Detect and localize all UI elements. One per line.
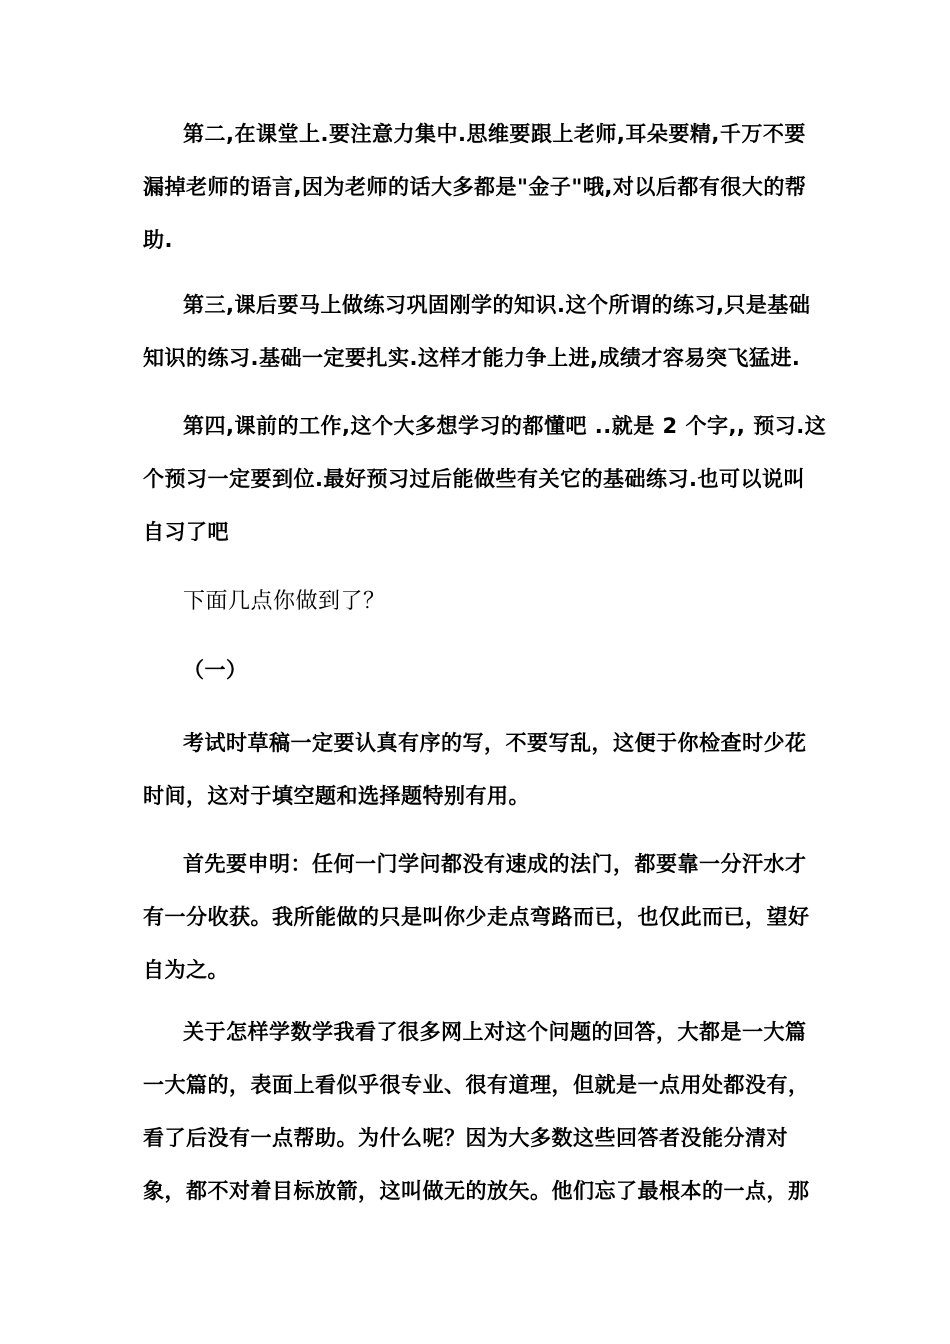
text-line: 象，都不对着目标放箭，这叫做无的放矢。他们忘了最根本的一点，那 bbox=[143, 1179, 810, 1203]
text-line: 首先要申明：任何一门学问都没有速成的法门，都要靠一分汗水才 bbox=[183, 852, 807, 876]
text-line: 个预习一定要到位.最好预习过后能做些有关它的基础练习.也可以说叫 bbox=[143, 467, 805, 491]
paragraph-exam-draft bbox=[143, 717, 808, 823]
paragraph-fourth-point bbox=[143, 400, 827, 559]
paragraph-declaration bbox=[143, 838, 808, 997]
paragraph-third-point bbox=[143, 279, 811, 385]
text-line: 助. bbox=[143, 228, 173, 252]
text-line: 看了后没有一点帮助。为什么呢？因为大多数这些回答者没能分清对 bbox=[143, 1126, 788, 1150]
text-line: 自习了吧 bbox=[143, 520, 229, 544]
paragraph-second-point bbox=[143, 108, 808, 267]
text-line: 自为之。 bbox=[143, 958, 229, 982]
text-line: 漏掉老师的语言,因为老师的话大多都是"金子"哦,对以后都有很大的帮 bbox=[143, 175, 807, 199]
text-line: 下面几点你做到了？ bbox=[183, 589, 386, 614]
text-line: 第三,课后要马上做练习巩固刚学的知识.这个所谓的练习,只是基础 bbox=[183, 293, 811, 317]
text-line: 考试时草稿一定要认真有序的写，不要写乱，这便于你检查时少花 bbox=[183, 731, 807, 755]
text-line: 有一分收获。我所能做的只是叫你少走点弯路而已，也仅此而已，望好 bbox=[143, 905, 810, 929]
paragraph-about-math bbox=[143, 1006, 808, 1218]
text-line: 第四,课前的工作,这个大多想学习的都懂吧 ..就是 2 个字,, 预习.这 bbox=[183, 414, 827, 438]
section-heading bbox=[143, 644, 808, 697]
text-line: 第二,在课堂上.要注意力集中.思维要跟上老师,耳朵要精,千万不要 bbox=[183, 122, 806, 146]
paragraph-question bbox=[143, 575, 808, 628]
text-line: 一大篇的，表面上看似乎很专业、很有道理，但就是一点用处都没有， bbox=[143, 1073, 810, 1097]
text-line: （一） bbox=[183, 658, 248, 682]
text-line: 关于怎样学数学我看了很多网上对这个问题的回答，大都是一大篇 bbox=[183, 1020, 807, 1044]
text-line: 时间，这对于填空题和选择题特别有用。 bbox=[143, 784, 530, 808]
text-line: 知识的练习.基础一定要扎实.这样才能力争上进,成绩才容易突飞猛进. bbox=[143, 346, 801, 370]
